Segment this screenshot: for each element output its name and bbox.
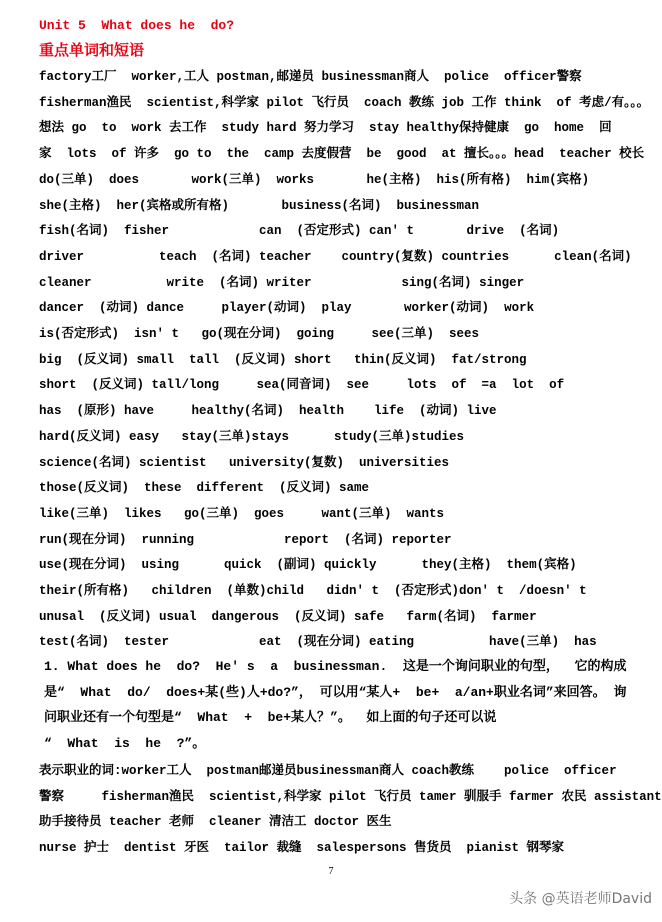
occupations-line: 助手接待员 teacher 老师 cleaner 清洁工 doctor 医生 bbox=[39, 815, 392, 830]
lines-line: use(现在分词) using quick (副词) quickly they(主格) them(宾格) bbox=[39, 558, 577, 573]
lines-line: driver teach (名词) teacher country(复数) countries clean(名词) bbox=[39, 249, 632, 264]
page-number: 7 bbox=[328, 866, 334, 877]
occupations-line: 表示职业的词:worker工人 postman邮递员businessman商人 coach教练 police officer bbox=[39, 764, 617, 778]
lines-line: 家 lots of 许多 go to the camp 去度假营 be good at 擅长。。。head teacher 校长 bbox=[39, 147, 645, 162]
lines-line: their(所有格) children (单数)child didn' t (否定形式)don' t /doesn' t bbox=[39, 584, 587, 598]
unit-title: Unit 5 What does he do? bbox=[39, 18, 235, 33]
lines-line: test(名词) tester eat (现在分词) eating have(三单) has bbox=[39, 635, 597, 650]
lines-line: those(反义词) these different (反义词) same bbox=[39, 481, 370, 496]
lines-line: factory工厂 worker,工人 postman,邮递员 businessman商人 police officer警察 bbox=[39, 70, 582, 84]
lines-line: she(主格) her(宾格或所有格) business(名词) businessman bbox=[39, 198, 480, 213]
lines-line: big (反义词) small tall (反义词) short thin(反义词) fat/strong bbox=[39, 352, 527, 367]
lines-line: fish(名词) fisher can (否定形式) can' t drive (名词) bbox=[39, 224, 560, 239]
lines-line: dancer (动词) dance player(动词) play worker(动词) work bbox=[39, 301, 535, 316]
lines-line: unusal (反义词) usual dangerous (反义词) safe farm(名词) farmer bbox=[39, 609, 537, 624]
paragraph-line: 问职业还有一个句型是“ What + be+某人？”。 如上面的句子还可以说 bbox=[44, 710, 497, 726]
lines-line: run(现在分词) running report (名词) reporter bbox=[39, 532, 452, 547]
paragraph-line: 1. What does he do? He' s a businessman. 这是一个询问职业的句型， 它的构成 bbox=[44, 659, 627, 674]
lines-line: fisherman渔民 scientist,科学家 pilot 飞行员 coach 教练 job 工作 think of 考虑/有。。。 bbox=[39, 95, 650, 110]
lines-line: 想法 go to work 去工作 study hard 努力学习 stay healthy保持健康 go home 回 bbox=[39, 121, 612, 136]
paragraph-line: 是“ What do/ does+某(些)人+do?”， 可以用“某人+ be+ a/an+职业名词”来回答。 询 bbox=[44, 684, 627, 700]
lines-line: is(否定形式) isn' t go(现在分词) going see(三单) sees bbox=[39, 327, 480, 341]
occupations-line: nurse 护士 dentist 牙医 tailor 裁缝 salespersons 售货员 pianist 钢琴家 bbox=[39, 841, 565, 856]
occupations-line: 警察 fisherman渔民 scientist,科学家 pilot 飞行员 tamer 驯服手 farmer 农民 assistant bbox=[39, 789, 662, 804]
lines-line: like(三单) likes go(三单) goes want(三单) wants bbox=[39, 506, 445, 521]
section-heading: 重点单词和短语 bbox=[39, 41, 145, 59]
watermark: 头条 @英语老师David bbox=[509, 891, 652, 907]
lines-line: has (原形) have healthy(名词) health life (动词) live bbox=[39, 404, 497, 419]
lines-line: do(三单) does work(三单) works he(主格) his(所有格) him(宾格) bbox=[39, 172, 590, 187]
paragraph-line: “ What is he ?”。 bbox=[44, 736, 206, 752]
lines-line: hard(反义词) easy stay(三单)stays study(三单)studies bbox=[39, 429, 465, 444]
lines-line: cleaner write (名词) writer sing(名词) singer bbox=[39, 275, 525, 290]
lines-line: science(名词) scientist university(复数) universities bbox=[39, 455, 450, 470]
lines-line: short (反义词) tall/long sea(同音词) see lots of =a lot of bbox=[39, 378, 565, 393]
